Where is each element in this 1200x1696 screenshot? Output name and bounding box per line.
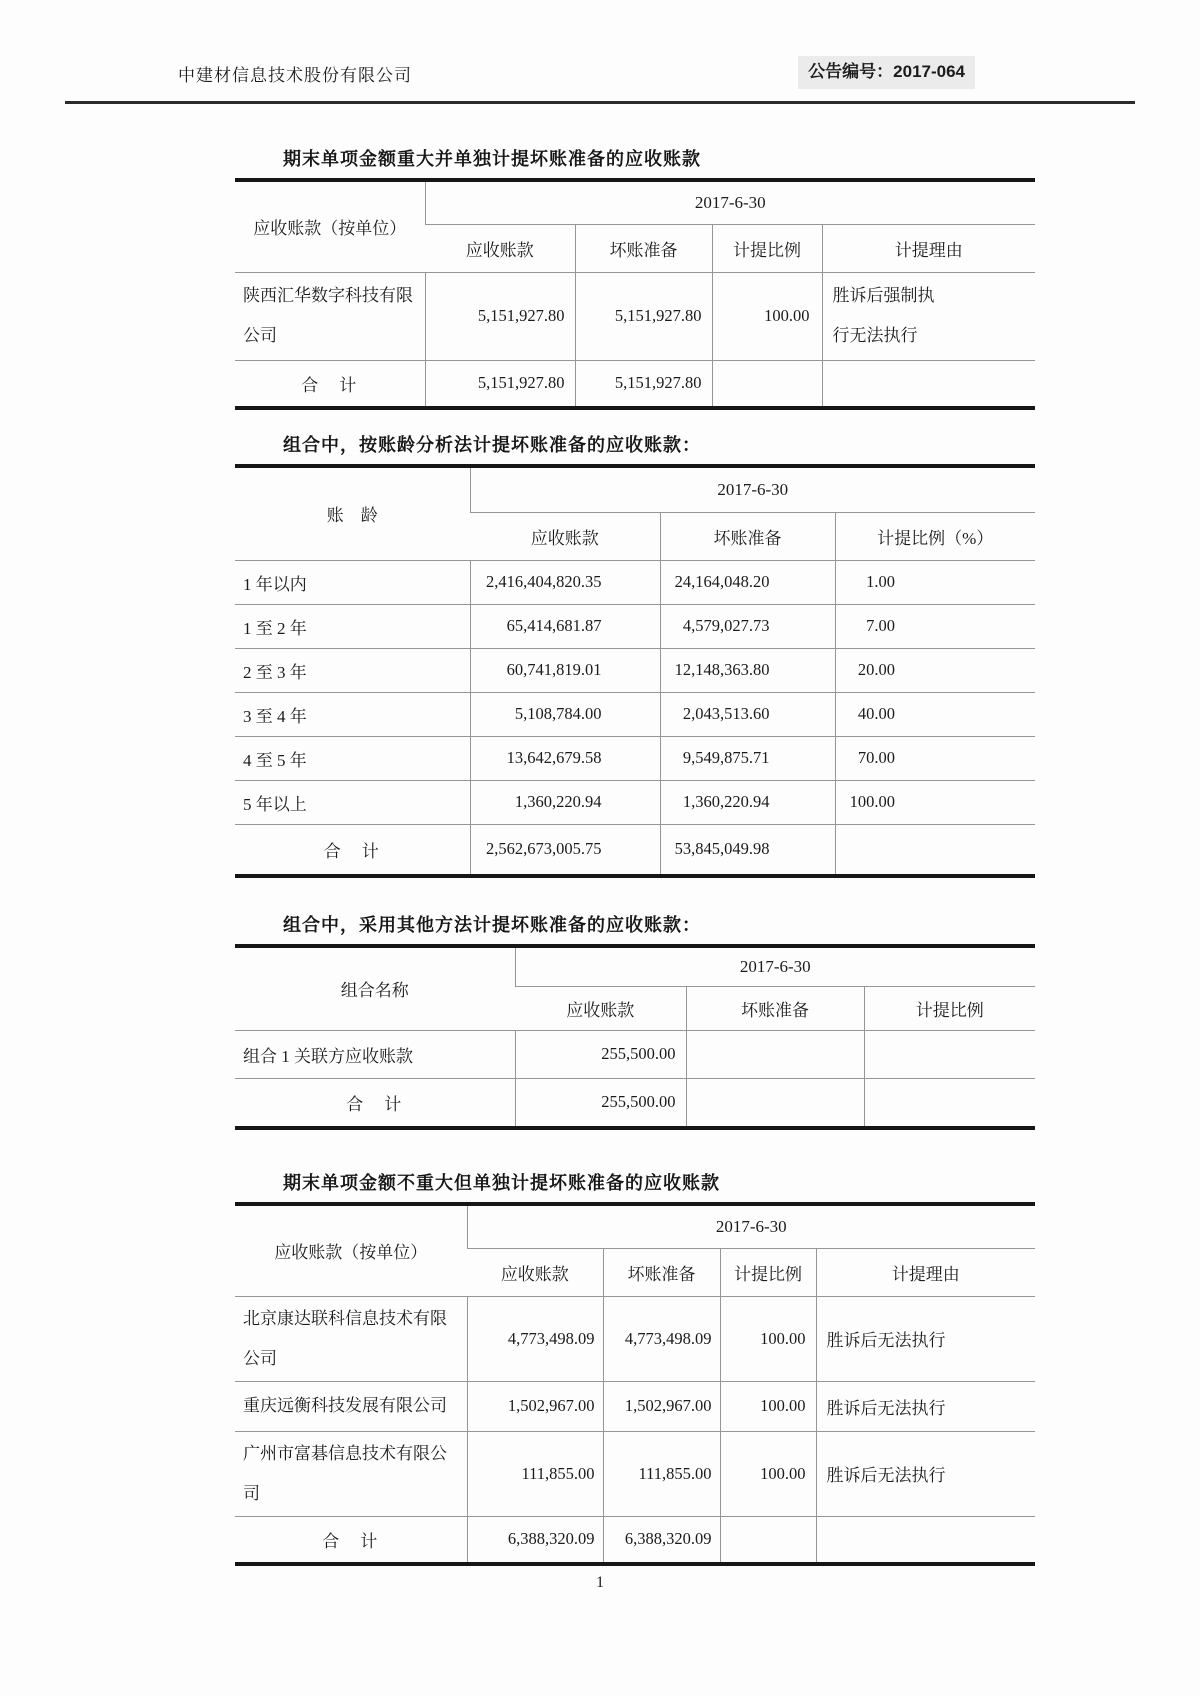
- column-header-cell: 坏账准备: [686, 986, 864, 1030]
- section-other-method-provision: [235, 912, 1035, 1130]
- column-header-cell: 计提比例（%）: [835, 512, 1035, 560]
- amount-cell: 100.00: [835, 780, 1035, 824]
- header-row-period: [235, 1204, 1035, 1248]
- period-header-cell: 2017-6-30: [515, 946, 1035, 986]
- period-header-cell: 2017-6-30: [467, 1204, 1035, 1248]
- amount-cell: 111,855.00: [603, 1431, 720, 1516]
- amount-cell: 5,151,927.80: [425, 272, 575, 360]
- entity-name-cell: 陕西汇华数字科技有限公司: [235, 272, 425, 360]
- table-row: [235, 692, 1035, 736]
- table-row: [235, 780, 1035, 824]
- amount-cell: 7.00: [835, 604, 1035, 648]
- amount-cell: [686, 1078, 864, 1128]
- amount-cell: 1.00: [835, 560, 1035, 604]
- amount-cell: 1,502,967.00: [603, 1381, 720, 1431]
- amount-cell: 65,414,681.87: [470, 604, 660, 648]
- amount-cell: 6,388,320.09: [603, 1516, 720, 1564]
- document-header: [65, 0, 1135, 104]
- column-header-cell: 坏账准备: [575, 224, 712, 272]
- amount-cell: [686, 1030, 864, 1078]
- reason-text: 胜诉后无法执行: [826, 1331, 946, 1350]
- amount-cell: [720, 1516, 816, 1564]
- amount-cell: 4,773,498.09: [467, 1296, 603, 1381]
- amount-cell: 20.00: [835, 648, 1035, 692]
- column-header-cell: 坏账准备: [603, 1248, 720, 1296]
- table-row: [235, 604, 1035, 648]
- amount-cell: 1,502,967.00: [467, 1381, 603, 1431]
- amount-cell: 60,741,819.01: [470, 648, 660, 692]
- column-header-cell: 计提比例: [720, 1248, 816, 1296]
- table-row: [235, 272, 1035, 360]
- column-header-cell: 应收账款: [515, 986, 686, 1030]
- amount-cell: 4,579,027.73: [660, 604, 835, 648]
- total-label-cell: 合 计: [235, 360, 425, 408]
- total-row: [235, 1078, 1035, 1128]
- amount-cell: 1,360,220.94: [660, 780, 835, 824]
- amount-cell: 5,151,927.80: [425, 360, 575, 408]
- total-row: [235, 1516, 1035, 1564]
- amount-cell: 53,845,049.98: [660, 824, 835, 876]
- section-aging-analysis-provision: [235, 432, 1035, 878]
- financial-table: [235, 944, 1035, 1130]
- announcement-number: 公告编号：2017-064: [798, 56, 975, 89]
- amount-cell: 12,148,363.80: [660, 648, 835, 692]
- reason-cell: [816, 1516, 1035, 1564]
- table-title: 期末单项金额重大并单独计提坏账准备的应收账款: [283, 149, 701, 169]
- table-row: [235, 1381, 1035, 1431]
- total-label-cell: 合 计: [235, 1078, 515, 1128]
- financial-table: [235, 178, 1035, 410]
- total-label-cell: 合 计: [235, 1516, 467, 1564]
- column-header-cell: 计提比例: [864, 986, 1035, 1030]
- amount-cell: [864, 1030, 1035, 1078]
- row-header-cell: 应收账款（按单位）: [253, 219, 407, 239]
- table-row: [235, 1030, 1035, 1078]
- reason-cell: [822, 272, 1035, 360]
- period-header-cell: 2017-6-30: [425, 180, 1035, 224]
- section-insignificant-individual-provision: [235, 1170, 1035, 1566]
- row-header-cell: 组合名称: [340, 981, 409, 1001]
- amount-cell: 5,108,784.00: [470, 692, 660, 736]
- table-title: 组合中，按账龄分析法计提坏账准备的应收账款：: [283, 435, 701, 455]
- entity-name-cell: 2 至 3 年: [235, 648, 470, 692]
- amount-cell: 70.00: [835, 736, 1035, 780]
- entity-name-cell: 1 至 2 年: [235, 604, 470, 648]
- amount-cell: 1,360,220.94: [470, 780, 660, 824]
- reason-text: 胜诉后无法执行: [826, 1398, 946, 1418]
- header-row-period: [235, 180, 1035, 224]
- table-row: [235, 1431, 1035, 1516]
- amount-cell: 100.00: [712, 272, 822, 360]
- column-header-cell: 应收账款: [470, 512, 660, 560]
- financial-table: [235, 1202, 1035, 1566]
- amount-cell: [712, 360, 822, 408]
- column-header-cell: 计提理由: [822, 224, 1035, 272]
- entity-name-cell: 5 年以上: [235, 780, 470, 824]
- row-header-cell: 账 龄: [326, 506, 378, 526]
- reason-text: 胜诉后无法执行: [826, 1466, 946, 1485]
- amount-cell: [864, 1078, 1035, 1128]
- reason-cell: [822, 360, 1035, 408]
- amount-cell: 24,164,048.20: [660, 560, 835, 604]
- column-header-cell: 坏账准备: [660, 512, 835, 560]
- page-number: 1: [596, 1574, 604, 1591]
- amount-cell: 100.00: [720, 1381, 816, 1431]
- entity-name-cell: 3 至 4 年: [235, 692, 470, 736]
- amount-cell: 2,562,673,005.75: [470, 824, 660, 876]
- amount-cell: 40.00: [835, 692, 1035, 736]
- amount-cell: 2,416,404,820.35: [470, 560, 660, 604]
- amount-cell: 255,500.00: [515, 1078, 686, 1128]
- page-footer: [0, 1574, 1200, 1592]
- entity-name-cell: 组合 1 关联方应收账款: [235, 1030, 515, 1078]
- amount-cell: 5,151,927.80: [575, 272, 712, 360]
- entity-name-cell: 4 至 5 年: [235, 736, 470, 780]
- section-significant-individual-provision: [235, 146, 1035, 410]
- header-row-period: [235, 946, 1035, 986]
- table-row: [235, 1296, 1035, 1381]
- total-row: [235, 824, 1035, 876]
- amount-cell: 4,773,498.09: [603, 1296, 720, 1381]
- table-row: [235, 560, 1035, 604]
- amount-cell: 9,549,875.71: [660, 736, 835, 780]
- amount-cell: 100.00: [720, 1296, 816, 1381]
- amount-cell: 5,151,927.80: [575, 360, 712, 408]
- insignificant-individual-table: [235, 1202, 1035, 1566]
- amount-cell: 255,500.00: [515, 1030, 686, 1078]
- table-title: 组合中，采用其他方法计提坏账准备的应收账款：: [283, 915, 701, 935]
- entity-name-cell: 广州市富碁信息技术有限公司: [235, 1431, 467, 1516]
- entity-name-cell: 1 年以内: [235, 560, 470, 604]
- entity-name-cell: 重庆远衡科技发展有限公司: [235, 1381, 467, 1431]
- amount-cell: [835, 824, 1035, 876]
- other-method-table: [235, 944, 1035, 1130]
- reason-cell: [816, 1431, 1035, 1516]
- total-row: [235, 360, 1035, 408]
- financial-table: [235, 464, 1035, 878]
- column-header-cell: 应收账款: [467, 1248, 603, 1296]
- table-title: 期末单项金额不重大但单独计提坏账准备的应收账款: [283, 1173, 720, 1193]
- reason-text: 胜诉后强制执行无法执行: [832, 286, 935, 345]
- document-body: [235, 146, 1035, 1566]
- amount-cell: 2,043,513.60: [660, 692, 835, 736]
- aging-analysis-table: [235, 464, 1035, 878]
- total-label-cell: 合 计: [235, 824, 470, 876]
- header-row-period: [235, 466, 1035, 512]
- reason-cell: [816, 1381, 1035, 1431]
- column-header-cell: 计提理由: [816, 1248, 1035, 1296]
- entity-name-cell: 北京康达联科信息技术有限公司: [235, 1296, 467, 1381]
- amount-cell: 6,388,320.09: [467, 1516, 603, 1564]
- amount-cell: 111,855.00: [467, 1431, 603, 1516]
- amount-cell: 100.00: [720, 1431, 816, 1516]
- significant-individual-table: [235, 178, 1035, 410]
- company-name: 中建材信息技术股份有限公司: [178, 66, 412, 85]
- reason-cell: [816, 1296, 1035, 1381]
- amount-cell: 13,642,679.58: [470, 736, 660, 780]
- column-header-cell: 应收账款: [425, 224, 575, 272]
- row-header-cell: 应收账款（按单位）: [274, 1243, 428, 1263]
- column-header-cell: 计提比例: [712, 224, 822, 272]
- table-row: [235, 736, 1035, 780]
- table-row: [235, 648, 1035, 692]
- period-header-cell: 2017-6-30: [470, 466, 1035, 512]
